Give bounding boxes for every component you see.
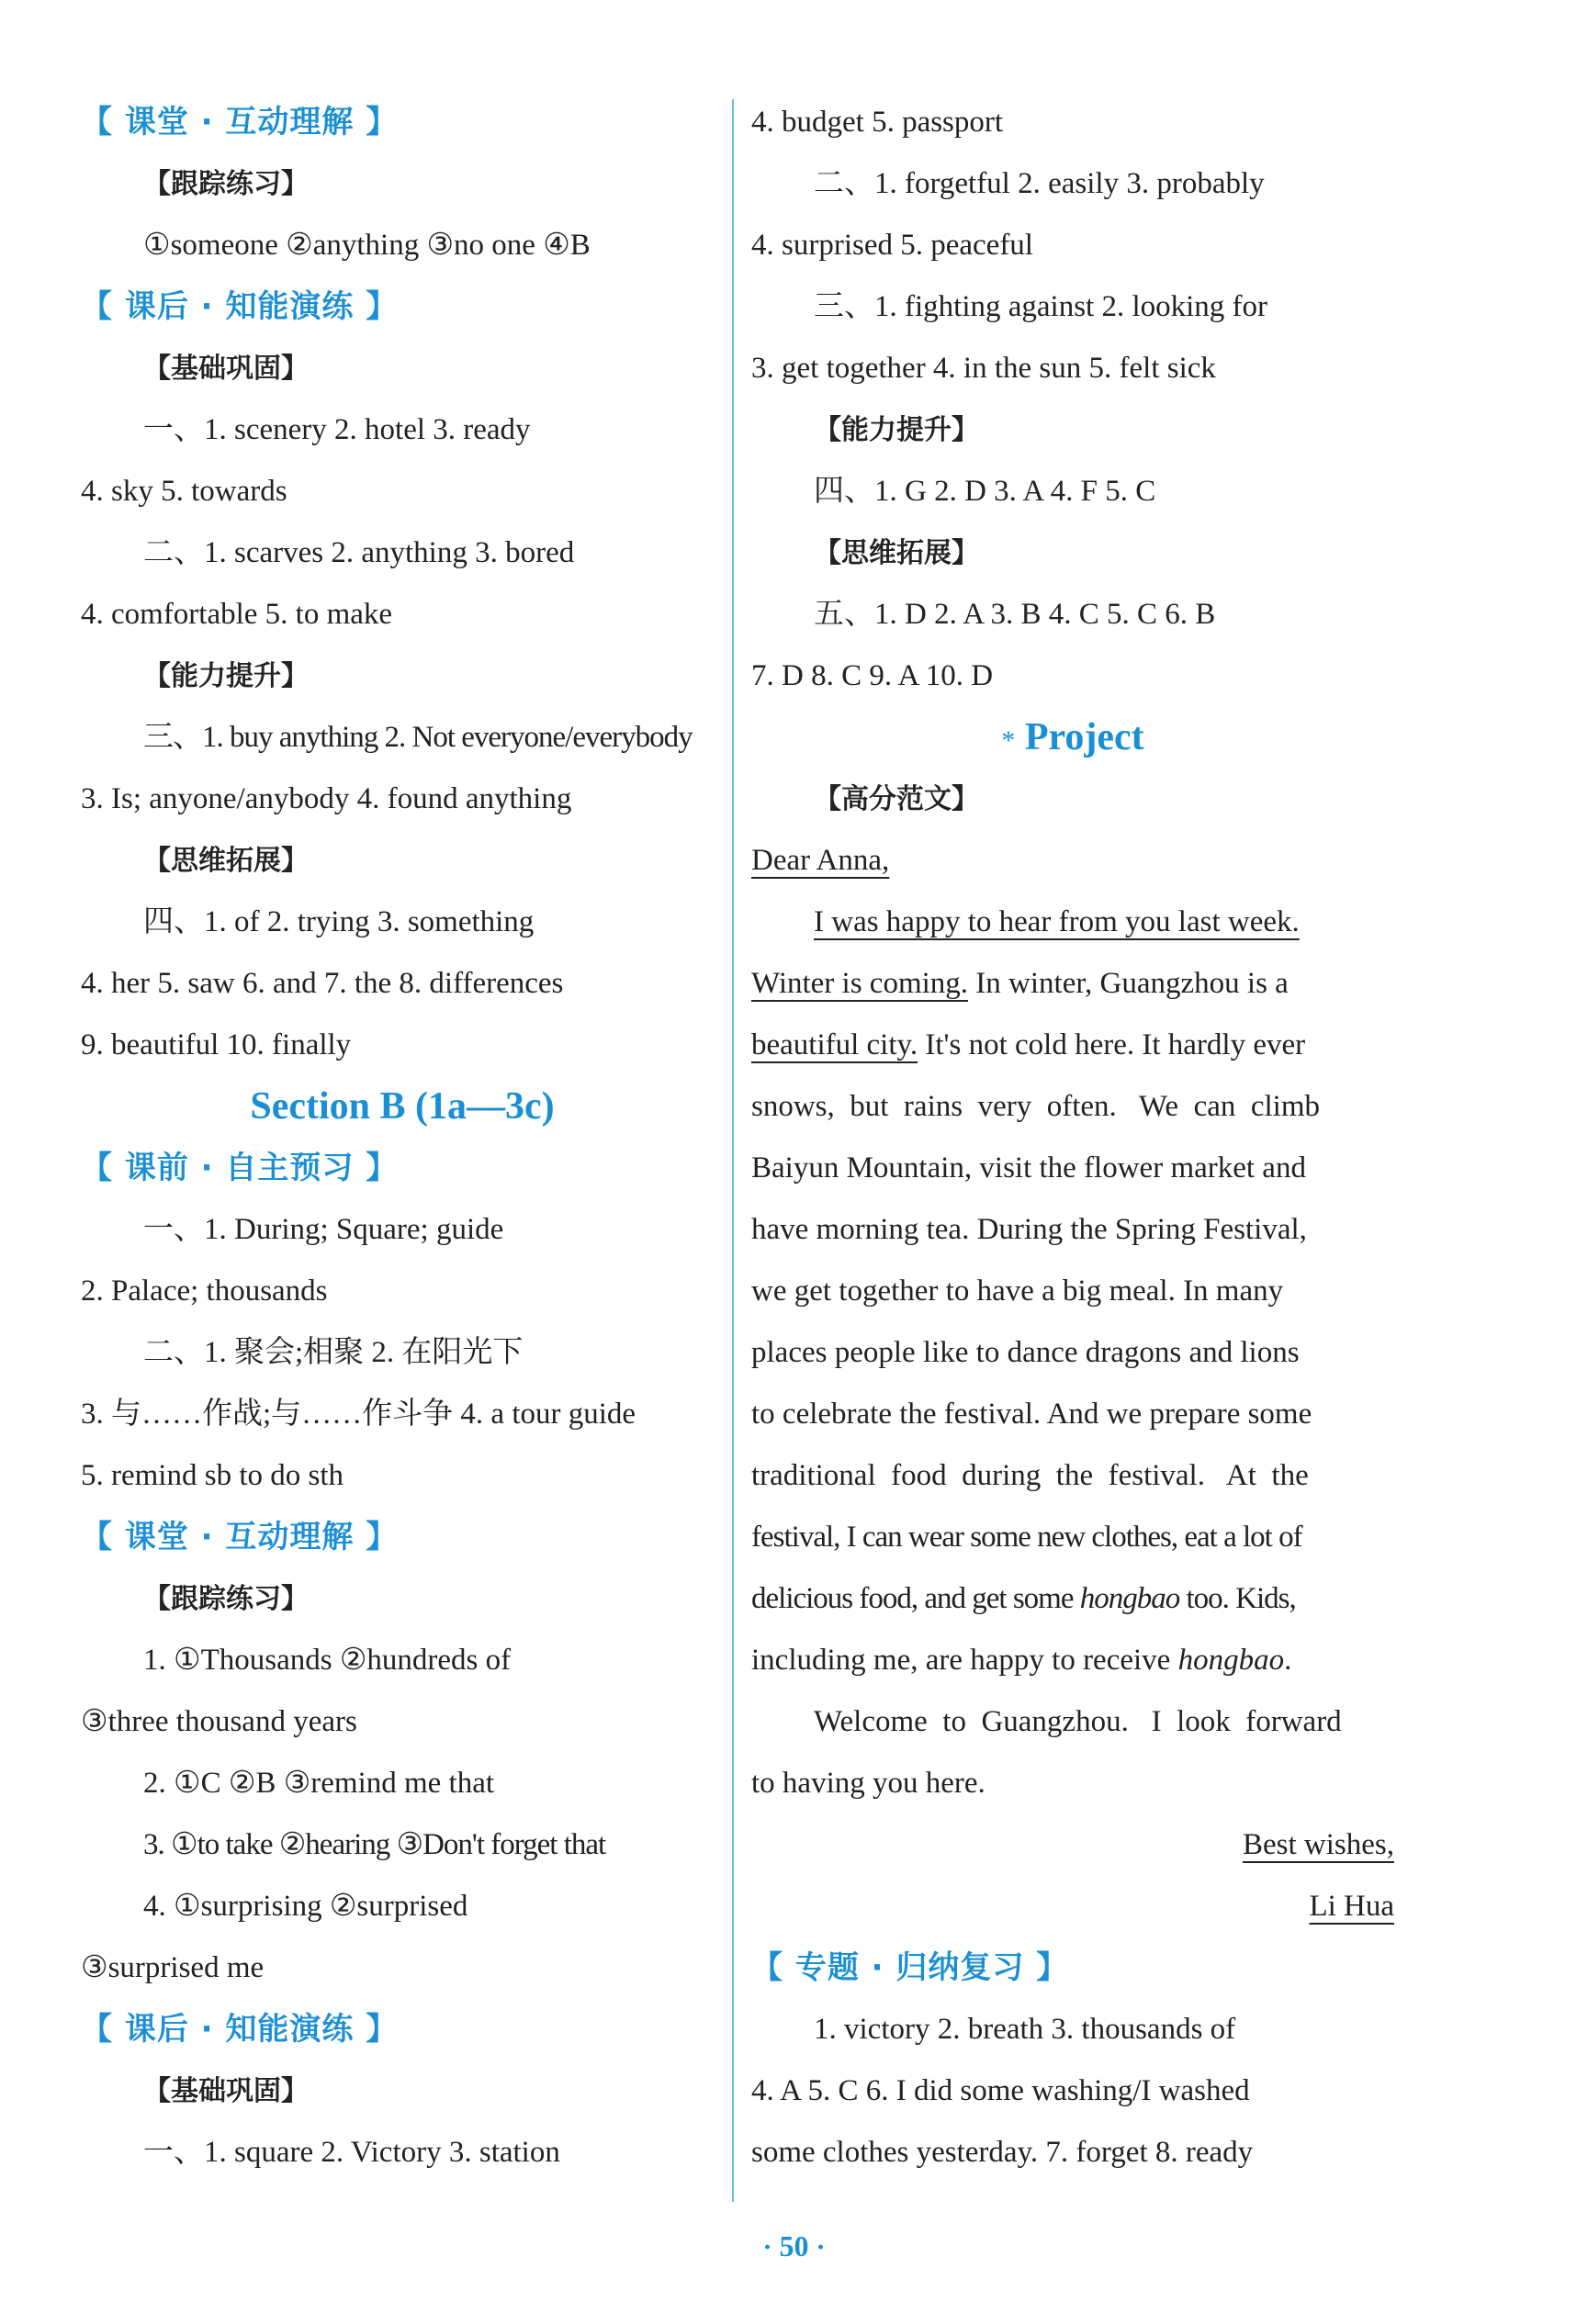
- letter-italic: hongbao: [1177, 1644, 1285, 1677]
- answer-line: 3. ①to take ②hearing ③Don't forget that: [143, 1828, 606, 1861]
- letter-italic: hongbao: [1079, 1582, 1180, 1615]
- letter-line: we get together to have a big meal. In many: [751, 1274, 1284, 1308]
- subheading-ability: 【能力提升】: [143, 660, 309, 692]
- underlined-sentence: I was happy to hear from you last week.: [814, 905, 1300, 938]
- letter-signature: [751, 1876, 1394, 1937]
- answer-line: 4. her 5. saw 6. and 7. the 8. differences: [81, 967, 564, 1000]
- subheading-follow-practice: 【跟踪练习】: [143, 168, 309, 200]
- answer-line: 4. sky 5. towards: [81, 475, 287, 508]
- subheading-thinking: 【思维拓展】: [814, 537, 979, 569]
- letter-line: snows, but rains very often. We can climb: [751, 1090, 1321, 1123]
- closing-text: Best wishes,: [1243, 1828, 1394, 1861]
- section-title: Section B (1a—3c): [250, 1085, 555, 1128]
- letter-text: It's not cold here. It hardly ever: [925, 1028, 1306, 1061]
- page-footer: [0, 2229, 1588, 2263]
- asterisk-icon: *: [1001, 725, 1016, 756]
- letter-line: have morning tea. During the Spring Festival,: [751, 1213, 1307, 1246]
- answer-line: 二、1. forgetful 2. easily 3. probably: [814, 167, 1265, 200]
- answer-line: 四、1. G 2. D 3. A 4. F 5. C: [814, 475, 1156, 508]
- project-label: Project: [1024, 716, 1144, 758]
- answer-line: 三、1. fighting against 2. looking for: [814, 290, 1268, 323]
- left-column: [81, 92, 724, 2184]
- letter-line: places people like to dance dragons and lions: [751, 1336, 1300, 1369]
- letter-line: to celebrate the festival. And we prepare some: [751, 1398, 1312, 1431]
- letter-line: [751, 1630, 1394, 1691]
- heading-topic-review: 【 专题 · 归纳复习 】: [751, 1949, 1069, 1986]
- answer-line: ③surprised me: [81, 1951, 265, 1984]
- answer-line: ③three thousand years: [81, 1705, 357, 1738]
- answer-line: 2. ①C ②B ③remind me that: [143, 1767, 495, 1800]
- heading-after-class-2: 【 课后 · 知能演练 】: [81, 2011, 399, 2048]
- letter-line: [751, 1568, 1394, 1630]
- salutation-text: Dear Anna,: [751, 844, 890, 877]
- answer-line: 三、1. buy anything 2. Not everyone/everybody: [143, 721, 693, 754]
- page-number: 50: [779, 2229, 809, 2262]
- answer-line: 7. D 8. C 9. A 10. D: [751, 659, 994, 692]
- answer-line: 一、1. scenery 2. hotel 3. ready: [143, 413, 531, 446]
- underlined-sentence: Winter is coming.: [751, 967, 969, 1000]
- heading-before-class: 【 课前 · 自主预习 】: [81, 1150, 399, 1186]
- letter-line: [751, 1015, 1394, 1076]
- answer-line: 4. ①surprising ②surprised: [143, 1890, 468, 1923]
- signature-text: Li Hua: [1309, 1890, 1394, 1923]
- project-title: [751, 707, 1394, 769]
- answer-line: 一、1. square 2. Victory 3. station: [143, 2136, 560, 2169]
- letter-line: Baiyun Mountain, visit the flower market and: [751, 1151, 1306, 1184]
- answer-line: some clothes yesterday. 7. forget 8. ready: [751, 2136, 1254, 2169]
- letter-line: to having you here.: [751, 1767, 985, 1800]
- answer-line: 4. surprised 5. peaceful: [751, 229, 1033, 262]
- letter-line: [751, 892, 1394, 953]
- letter-line: traditional food during the festival. At the: [751, 1459, 1309, 1492]
- right-column: [751, 92, 1394, 2184]
- letter-text: delicious food, and get some: [751, 1582, 1080, 1615]
- subheading-ability: 【能力提升】: [814, 414, 979, 446]
- letter-text: In winter, Guangzhou is a: [975, 967, 1289, 1000]
- answer-line: 四、1. of 2. trying 3. something: [143, 905, 535, 938]
- answer-line: 3. Is; anyone/anybody 4. found anything: [81, 782, 572, 815]
- answer-line: 4. budget 5. passport: [751, 106, 1004, 139]
- answer-line: 一、1. During; Square; guide: [143, 1213, 504, 1246]
- letter-line: festival, I can wear some new clothes, eat a lot of: [751, 1521, 1302, 1554]
- answer-line: 1. victory 2. breath 3. thousands of: [814, 2013, 1236, 2046]
- letter-line: [751, 953, 1394, 1015]
- column-divider: [732, 99, 734, 2202]
- answer-line: 4. A 5. C 6. I did some washing/I washed: [751, 2074, 1250, 2107]
- answer-line: 1. ①Thousands ②hundreds of: [143, 1644, 512, 1677]
- footer-dot: ·: [816, 2232, 826, 2262]
- heading-classroom-2: 【 课堂 · 互动理解 】: [81, 1519, 399, 1555]
- answer-line: 9. beautiful 10. finally: [81, 1028, 352, 1061]
- subheading-basic-2: 【基础巩固】: [143, 2075, 309, 2107]
- answer-line: ①someone ②anything ③no one ④B: [143, 229, 591, 262]
- letter-text: too. Kids,: [1179, 1582, 1296, 1615]
- answer-line: 2. Palace; thousands: [81, 1274, 328, 1308]
- answer-line: 3. get together 4. in the sun 5. felt sick: [751, 352, 1216, 385]
- subheading-model-essay: 【高分范文】: [814, 783, 979, 815]
- letter-text: including me, are happy to receive: [751, 1644, 1178, 1677]
- answer-line: 二、1. 聚会;相聚 2. 在阳光下: [143, 1336, 524, 1369]
- footer-dot: ·: [762, 2232, 772, 2262]
- answer-line: 4. comfortable 5. to make: [81, 598, 393, 631]
- letter-closing: [751, 1814, 1394, 1876]
- letter-line: Welcome to Guangzhou. I look forward: [814, 1705, 1342, 1738]
- answer-line: 五、1. D 2. A 3. B 4. C 5. C 6. B: [814, 598, 1216, 631]
- subheading-thinking: 【思维拓展】: [143, 845, 309, 877]
- answer-line: 5. remind sb to do sth: [81, 1459, 344, 1492]
- heading-classroom: 【 课堂 · 互动理解 】: [81, 104, 399, 140]
- answer-line: 3. 与……作战;与……作斗争 4. a tour guide: [81, 1398, 636, 1431]
- underlined-sentence: beautiful city.: [751, 1028, 918, 1061]
- subheading-basic: 【基础巩固】: [143, 353, 309, 385]
- letter-salutation: [751, 830, 1394, 892]
- heading-after-class: 【 课后 · 知能演练 】: [81, 288, 399, 325]
- subheading-follow-practice-2: 【跟踪练习】: [143, 1583, 309, 1615]
- answer-line: 二、1. scarves 2. anything 3. bored: [143, 536, 575, 569]
- letter-text: .: [1284, 1644, 1292, 1677]
